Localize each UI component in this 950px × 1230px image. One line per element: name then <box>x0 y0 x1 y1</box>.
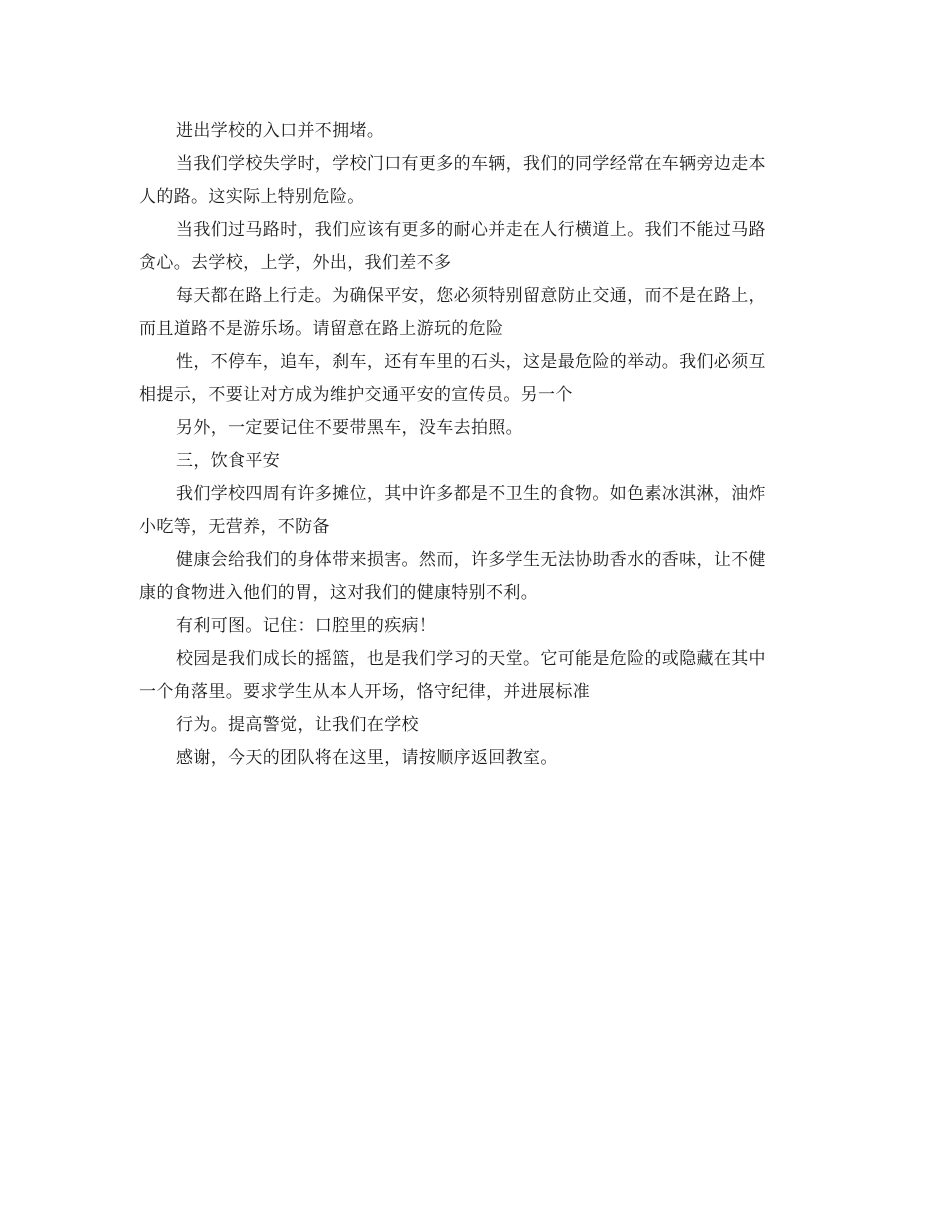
text-line: 当我们过马路时，我们应该有更多的耐心并走在人行横道上。我们不能过马路 <box>176 220 766 240</box>
paragraph <box>139 346 819 412</box>
paragraph <box>139 412 819 445</box>
text-line: 感谢，今天的团队将在这里，请按顺序返回教室。 <box>176 748 558 768</box>
text-line: 三，饮食平安 <box>176 451 281 471</box>
paragraph <box>139 214 819 280</box>
paragraph <box>139 148 819 214</box>
text-line: 行为。提高警觉，让我们在学校 <box>176 715 419 735</box>
text-line: 性，不停车，追车，刹车，还有车里的石头，这是最危险的举动。我们必须互 <box>176 352 766 372</box>
text-line: 每天都在路上行走。为确保平安，您必须特别留意防止交通，而不是在路上， <box>176 286 766 306</box>
text-line: 当我们学校失学时，学校门口有更多的车辆，我们的同学经常在车辆旁边走本 <box>176 154 766 174</box>
text-line: 另外，一定要记住不要带黑车，没车去拍照。 <box>176 418 523 438</box>
paragraph <box>139 544 819 610</box>
paragraph <box>139 709 819 742</box>
text-line: 小吃等，无营养，不防备 <box>139 517 330 537</box>
text-line: 贪心。去学校，上学，外出，我们差不多 <box>139 253 452 273</box>
text-line: 康的食物进入他们的胃，这对我们的健康特别不利。 <box>139 583 539 603</box>
paragraph <box>139 742 819 775</box>
text-line: 一个角落里。要求学生从本人开场，恪守纪律，并进展标准 <box>139 682 591 702</box>
text-line: 人的路。这实际上特别危险。 <box>139 187 365 207</box>
paragraph <box>139 478 819 544</box>
text-line: 相提示，不要让对方成为维护交通平安的宣传员。另一个 <box>139 385 573 405</box>
text-line: 进出学校的入口并不拥堵。 <box>176 121 385 141</box>
text-line: 而且道路不是游乐场。请留意在路上游玩的危险 <box>139 319 504 339</box>
text-line: 健康会给我们的身体带来损害。然而，许多学生无法协助香水的香味，让不健 <box>176 550 766 570</box>
text-line: 我们学校四周有许多摊位，其中许多都是不卫生的食物。如色素冰淇淋，油炸 <box>176 484 766 504</box>
document-body <box>139 115 819 775</box>
paragraph <box>139 643 819 709</box>
paragraph <box>139 610 819 643</box>
section-heading <box>139 445 819 478</box>
text-line: 校园是我们成长的摇篮，也是我们学习的天堂。它可能是危险的或隐藏在其中 <box>176 649 766 669</box>
paragraph <box>139 280 819 346</box>
paragraph <box>139 115 819 148</box>
text-line: 有利可图。记住：口腔里的疾病！ <box>176 616 437 636</box>
